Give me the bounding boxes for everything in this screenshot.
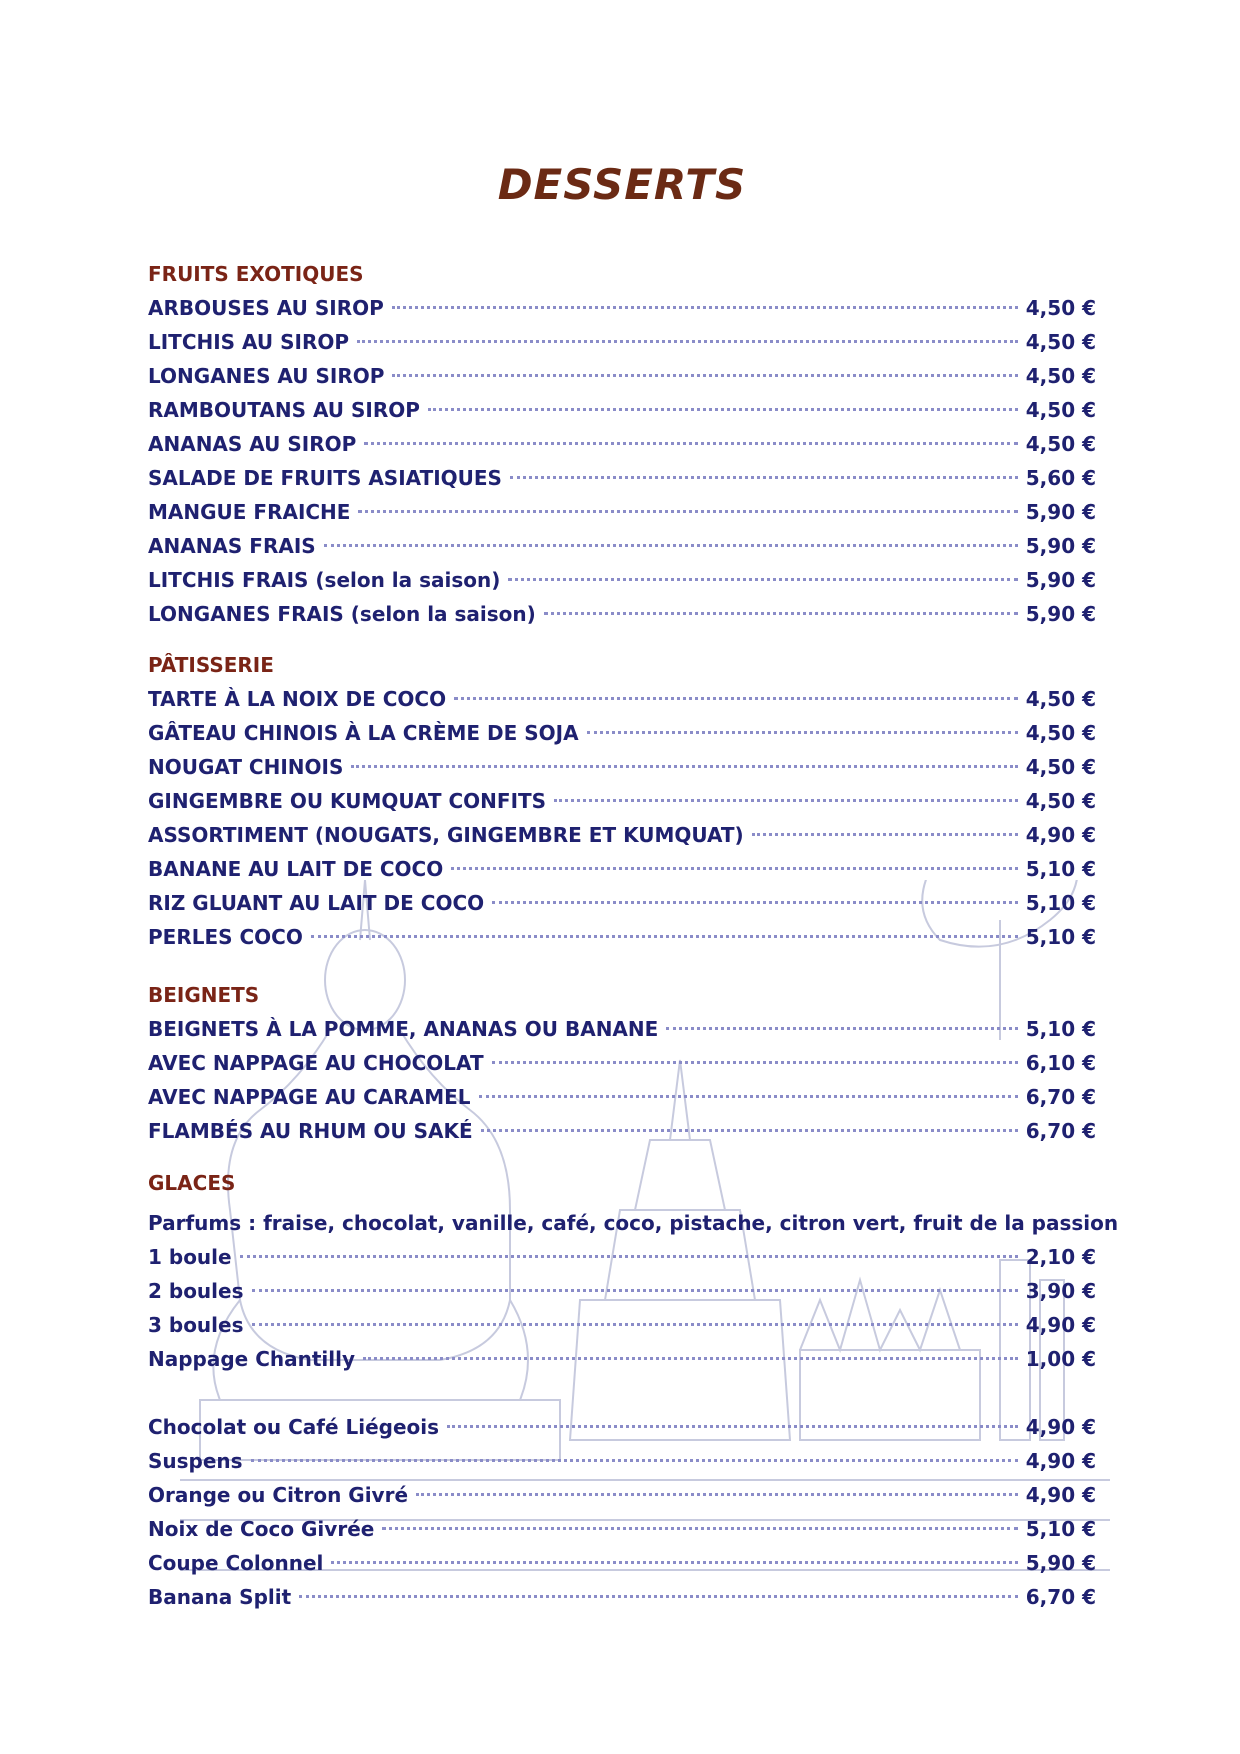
section-title: PÂTISSERIE — [148, 653, 274, 677]
menu-item: RIZ GLUANT AU LAIT DE COCO 5,10 € — [148, 891, 1096, 915]
menu-item: Nappage Chantilly 1,00 € — [148, 1347, 1096, 1371]
section-beignets — [148, 978, 1096, 1148]
menu-item: ARBOUSES AU SIROP 4,50 € — [148, 296, 1096, 320]
menu-item: AVEC NAPPAGE AU CHOCOLAT 6,10 € — [148, 1051, 1096, 1075]
menu-item: Suspens 4,90 € — [148, 1449, 1096, 1473]
menu-item: GINGEMBRE OU KUMQUAT CONFITS 4,50 € — [148, 789, 1096, 813]
menu-item: Coupe Colonnel 5,90 € — [148, 1551, 1096, 1575]
menu-item: Noix de Coco Givrée 5,10 € — [148, 1517, 1096, 1541]
menu-item: BEIGNETS À LA POMME, ANANAS OU BANANE 5,10 € — [148, 1017, 1096, 1041]
menu-item: MANGUE FRAICHE 5,90 € — [148, 500, 1096, 524]
menu-item: LITCHIS FRAIS (selon la saison) 5,90 € — [148, 568, 1096, 592]
page-title: DESSERTS — [497, 160, 747, 209]
section-title: FRUITS EXOTIQUES — [148, 262, 364, 286]
section-glaces — [148, 1166, 1119, 1614]
menu-item: FLAMBÉS AU RHUM OU SAKÉ 6,70 € — [148, 1119, 1096, 1143]
menu-item: TARTE À LA NOIX DE COCO 4,50 € — [148, 687, 1096, 711]
menu-item: ASSORTIMENT (NOUGATS, GINGEMBRE ET KUMQUAT) 4,90 € — [148, 823, 1096, 847]
menu-item: SALADE DE FRUITS ASIATIQUES 5,60 € — [148, 466, 1096, 490]
menu-item: Banana Split 6,70 € — [148, 1585, 1096, 1609]
flavours-note: Parfums : fraise, chocolat, vanille, café, coco, pistache, citron vert, fruit de la passion — [148, 1211, 1119, 1235]
menu-item: GÂTEAU CHINOIS À LA CRÈME DE SOJA 4,50 € — [148, 721, 1096, 745]
menu-item: PERLES COCO 5,10 € — [148, 925, 1096, 949]
section-patisserie — [148, 648, 1096, 954]
menu-item: AVEC NAPPAGE AU CARAMEL 6,70 € — [148, 1085, 1096, 1109]
menu-item: NOUGAT CHINOIS 4,50 € — [148, 755, 1096, 779]
menu-item: 2 boules 3,90 € — [148, 1279, 1096, 1303]
section-title: GLACES — [148, 1171, 236, 1195]
menu-item: LITCHIS AU SIROP 4,50 € — [148, 330, 1096, 354]
menu-item: Chocolat ou Café Liégeois 4,90 € — [148, 1415, 1096, 1439]
menu-item: 1 boule 2,10 € — [148, 1245, 1096, 1269]
menu-item: RAMBOUTANS AU SIROP 4,50 € — [148, 398, 1096, 422]
menu-item: ANANAS AU SIROP 4,50 € — [148, 432, 1096, 456]
section-fruits-exotiques — [148, 257, 1096, 631]
menu-item: LONGANES AU SIROP 4,50 € — [148, 364, 1096, 388]
menu-item: ANANAS FRAIS 5,90 € — [148, 534, 1096, 558]
menu-item: Orange ou Citron Givré 4,90 € — [148, 1483, 1096, 1507]
menu-item: BANANE AU LAIT DE COCO 5,10 € — [148, 857, 1096, 881]
menu-item: 3 boules 4,90 € — [148, 1313, 1096, 1337]
section-title: BEIGNETS — [148, 983, 260, 1007]
menu-item: LONGANES FRAIS (selon la saison) 5,90 € — [148, 602, 1096, 626]
